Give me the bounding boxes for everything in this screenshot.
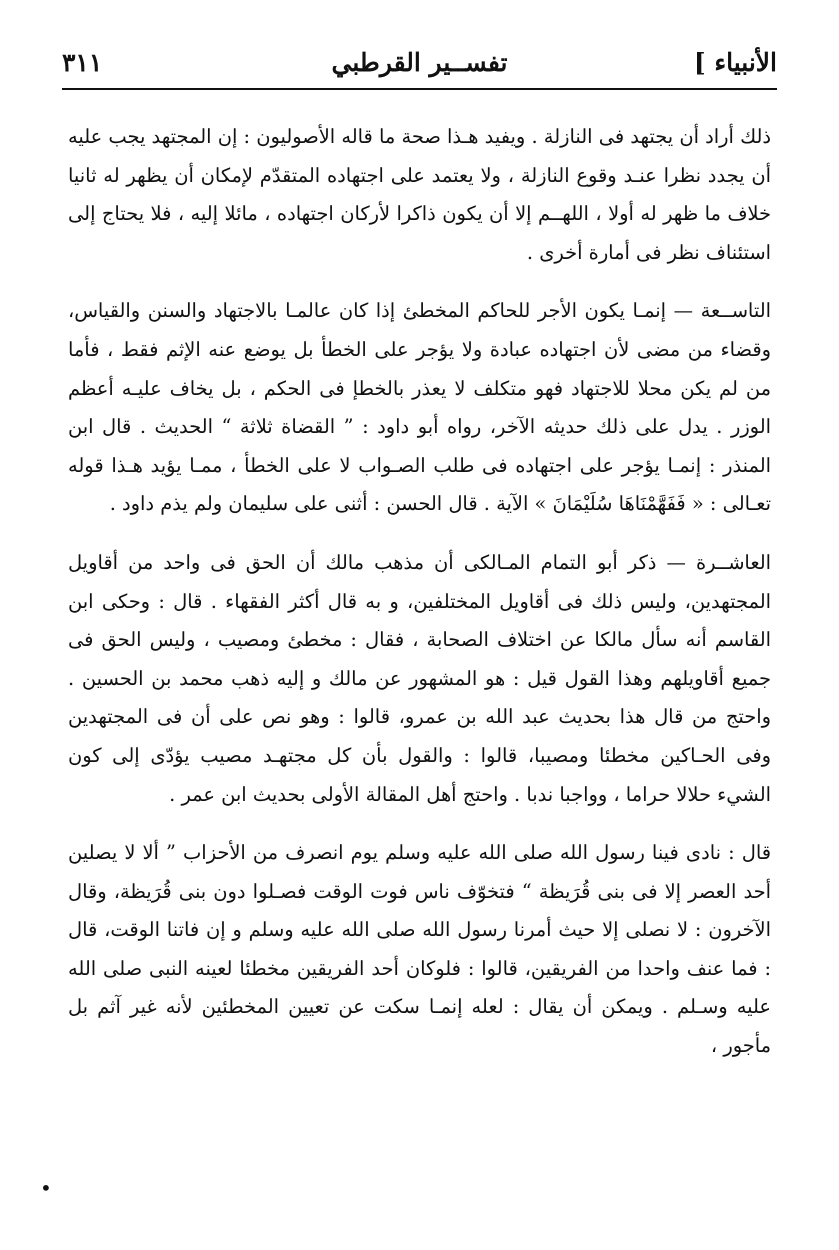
body-text [68, 118, 771, 1086]
paragraph: العاشــرة — ذكر أبو التمام المـالكى أن مذهب مالك أن الحق فى واحد من أقاويل المجتهدين، وليس ذلك فى أقاويل المختلفين، و به قال أكثر الفقهاء . قال : وحكى ابن القاسم أنه سأل مالكا عن اختلاف الصحابة ، فقال : مخطئ ومصيب ، وليس الحق فى جميع أقاويلهم وهذا القول قيل : هو المشهور عن مالك و إليه ذهب محمد بن الحسين . واحتج من قال هذا بحديث عبد الله بن عمرو، قالوا : وهو نص على أن فى المجتهدين وفى الحـاكين مخطئا ومصيبا، قالوا : والقول بأن كل مجتهـد مصيب يؤدّى إلى كون الشيء حلالا حراما ، وواجبا ندبا . واحتج أهل المقالة الأولى بحديث ابن عمر . [68, 550, 771, 806]
running-header [62, 46, 777, 86]
header-rule [62, 88, 777, 90]
paragraph: ذلك أراد أن يجتهد فى النازلة . ويفيد هـذا صحة ما قاله الأصوليون : إن المجتهد يجب عليه أن يجدد نظرا عنـد وقوع النازلة ، ولا يعتمد على اجتهاده المتقدّم لإمكان أن يظهر له ثانيا خلاف ما ظهر له أولا ، اللهــم إلا أن يكون ذاكرا لأركان اجتهاده ، مائلا إليه ، فلا يحتاج إلى استئناف نظر فى أمارة أخرى . [68, 125, 771, 264]
book-title: تفســير القرطبي [331, 48, 508, 77]
paragraph: التاســعة — إنمـا يكون الأجر للحاكم المخطئ إذا كان عالمـا بالاجتهاد والسنن والقياس، وقضاء من مضى لأن اجتهاده عبادة ولا يؤجر على الخطأ بل يوضع عنه الإثم فقط ، فأما من لم يكن محلا للاجتهاد فهو متكلف لا يعذر بالخطإ فى الحكم ، بل يخاف عليـه أعظم الوزر . يدل على ذلك حديثه الآخر، رواه أبو داود : ” القضاة ثلاثة “ الحديث . قال ابن المنذر : إنمـا يؤجر على اجتهاده فى طلب الصـواب لا على الخطأ ، ممـا يؤيد هـذا قوله تعـالى : « فَفَهَّمْنَاهَا سُلَيْمَانَ » الآية . قال الحسن : أثنى على سليمان ولم يذم داود . [68, 299, 771, 516]
section-title: الأنبياء ] [693, 48, 777, 77]
page-number: ٣١١ [62, 48, 103, 77]
paragraph: قال : نادى فينا رسول الله صلى الله عليه وسلم يوم انصرف من الأحزاب ” ألا لا يصلين أحد العصر إلا فى بنى قُرَيظة “ فتخوّف ناس فوت الوقت فصـلوا دون بنى قُرَيظة، وقال الآخرون : لا نصلى إلا حيث أمرنا رسول الله صلى الله عليه وسلم و إن فاتنا الوقت، قال : فما عنف واحدا من الفريقين، قالوا : فلوكان أحد الفريقين مخطئا لعينه النبى صلى الله عليه وسـلم . ويمكن أن يقال : لعله إنمـا سكت عن تعيين المخطئين لأنه غير آثم بل مأجور ، [68, 841, 771, 1058]
margin-dot: • [40, 1176, 52, 1200]
